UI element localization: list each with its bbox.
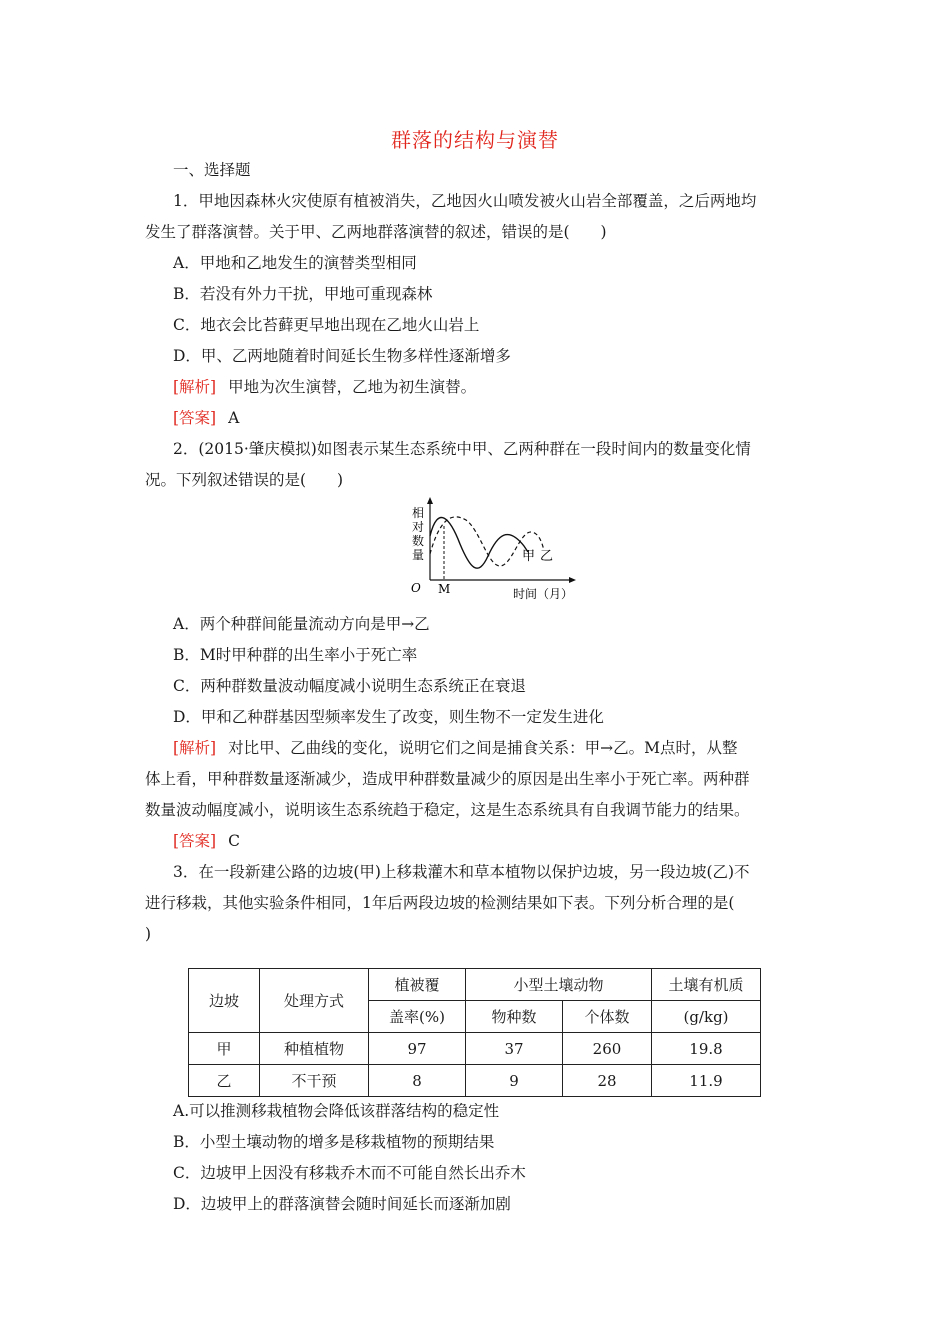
cell-individuals: 260 xyxy=(563,1033,652,1065)
m-label: M xyxy=(438,582,451,596)
answer-value: A xyxy=(228,409,240,427)
q3-stem-line-3: ) xyxy=(145,925,152,943)
q2-stem-line-1: 2．(2015·肇庆模拟)如图表示某生态系统中甲、乙两种群在一段时间内的数量变化情 xyxy=(173,440,751,458)
analysis-tag: [解析] xyxy=(173,378,217,396)
q2-option-d: D．甲和乙种群基因型频率发生了改变，则生物不一定发生进化 xyxy=(173,708,604,726)
y-axis-arrow xyxy=(427,497,433,504)
series-jia-label: 甲 xyxy=(522,549,536,564)
cell-cover: 8 xyxy=(369,1065,466,1097)
population-figure xyxy=(408,496,588,604)
table-row xyxy=(189,1065,761,1097)
series-jia-curve xyxy=(430,517,528,568)
analysis-tag: [解析] xyxy=(173,739,217,757)
analysis-text: 甲地为次生演替，乙地为初生演替。 xyxy=(228,378,477,396)
q1-option-d: D．甲、乙两地随着时间延长生物多样性逐渐增多 xyxy=(173,347,511,365)
table-row xyxy=(189,1033,761,1065)
cell-individuals: 28 xyxy=(563,1065,652,1097)
cell-method: 种植植物 xyxy=(260,1033,369,1065)
cell-species: 9 xyxy=(466,1065,563,1097)
q2-option-b: B．M时甲种群的出生率小于死亡率 xyxy=(173,646,418,664)
answer-tag: [答案] xyxy=(173,832,217,850)
q1-option-b: B．若没有外力干扰，甲地可重现森林 xyxy=(173,285,433,303)
cell-organic: 11.9 xyxy=(652,1065,761,1097)
cell-slope: 乙 xyxy=(189,1065,260,1097)
q2-option-c: C．两种群数量波动幅度减小说明生态系统正在衰退 xyxy=(173,677,526,695)
q3-option-c: C．边坡甲上因没有移栽乔木而不可能自然长出乔木 xyxy=(173,1164,526,1182)
q3-option-d: D．边坡甲上的群落演替会随时间延长而逐渐加剧 xyxy=(173,1195,511,1213)
q3-option-b: B．小型土壤动物的增多是移栽植物的预期结果 xyxy=(173,1133,495,1151)
q2-analysis-line-2: 体上看，甲种群数量逐渐减少，造成甲种群数量减少的原因是出生率小于死亡率。两种群 xyxy=(145,770,750,788)
header-method: 处理方式 xyxy=(260,969,369,1033)
header-individuals: 个体数 xyxy=(563,1001,652,1033)
q1-option-c: C．地衣会比苔藓更早地出现在乙地火山岩上 xyxy=(173,316,480,334)
header-soil-animals: 小型土壤动物 xyxy=(466,969,652,1001)
answer-tag: [答案] xyxy=(173,409,217,427)
cell-slope: 甲 xyxy=(189,1033,260,1065)
q1-stem-line-1: 1．甲地因森林火灾使原有植被消失，乙地因火山喷发被火山岩全部覆盖，之后两地均 xyxy=(173,192,757,210)
q2-analysis-line-3: 数量波动幅度减小，说明该生态系统趋于稳定，这是生态系统具有自我调节能力的结果。 xyxy=(145,801,750,819)
q2-stem-line-2: 况。下列叙述错误的是( ) xyxy=(145,471,344,489)
q1-stem-line-2: 发生了群落演替。关于甲、乙两地群落演替的叙述，错误的是( ) xyxy=(145,223,607,241)
q3-stem-line-2: 进行移栽，其他实验条件相同，1年后两段边坡的检测结果如下表。下列分析合理的是( xyxy=(145,894,735,912)
header-slope: 边坡 xyxy=(189,969,260,1033)
section-heading: 一、选择题 xyxy=(173,161,251,179)
cell-cover: 97 xyxy=(369,1033,466,1065)
y-label-char-1: 相 xyxy=(412,506,425,520)
page-title: 群落的结构与演替 xyxy=(391,128,559,152)
q2-option-a: A．两个种群间能量流动方向是甲→乙 xyxy=(173,615,430,633)
header-cover-line-1: 植被覆 xyxy=(369,969,466,1001)
header-organic-line-2: (g/kg) xyxy=(652,1001,761,1033)
cell-species: 37 xyxy=(466,1033,563,1065)
answer-value: C xyxy=(228,832,240,850)
series-yi-label: 乙 xyxy=(540,549,554,564)
cell-organic: 19.8 xyxy=(652,1033,761,1065)
q1-analysis xyxy=(173,377,476,397)
header-organic-line-1: 土壤有机质 xyxy=(652,969,761,1001)
cell-method: 不干预 xyxy=(260,1065,369,1097)
x-axis-label: 时间（月） xyxy=(513,587,574,601)
y-label-char-4: 量 xyxy=(412,548,425,562)
x-axis-arrow xyxy=(569,577,576,583)
analysis-text: 对比甲、乙曲线的变化，说明它们之间是捕食关系：甲→乙。M点时，从整 xyxy=(228,739,738,757)
q1-answer xyxy=(173,408,239,428)
origin-label: O xyxy=(411,581,421,595)
results-table xyxy=(188,968,761,1097)
q3-stem-line-1: 3．在一段新建公路的边坡(甲)上移栽灌木和草本植物以保护边坡，另一段边坡(乙)不 xyxy=(173,863,750,881)
q2-analysis-line-1 xyxy=(173,738,737,758)
q1-option-a: A．甲地和乙地发生的演替类型相同 xyxy=(173,254,417,272)
header-cover-line-2: 盖率(%) xyxy=(369,1001,466,1033)
header-species: 物种数 xyxy=(466,1001,563,1033)
y-label-char-3: 数 xyxy=(412,534,425,548)
y-label-char-2: 对 xyxy=(412,520,425,534)
q3-option-a: A.可以推测移栽植物会降低该群落结构的稳定性 xyxy=(173,1102,500,1120)
q2-answer xyxy=(173,831,240,851)
